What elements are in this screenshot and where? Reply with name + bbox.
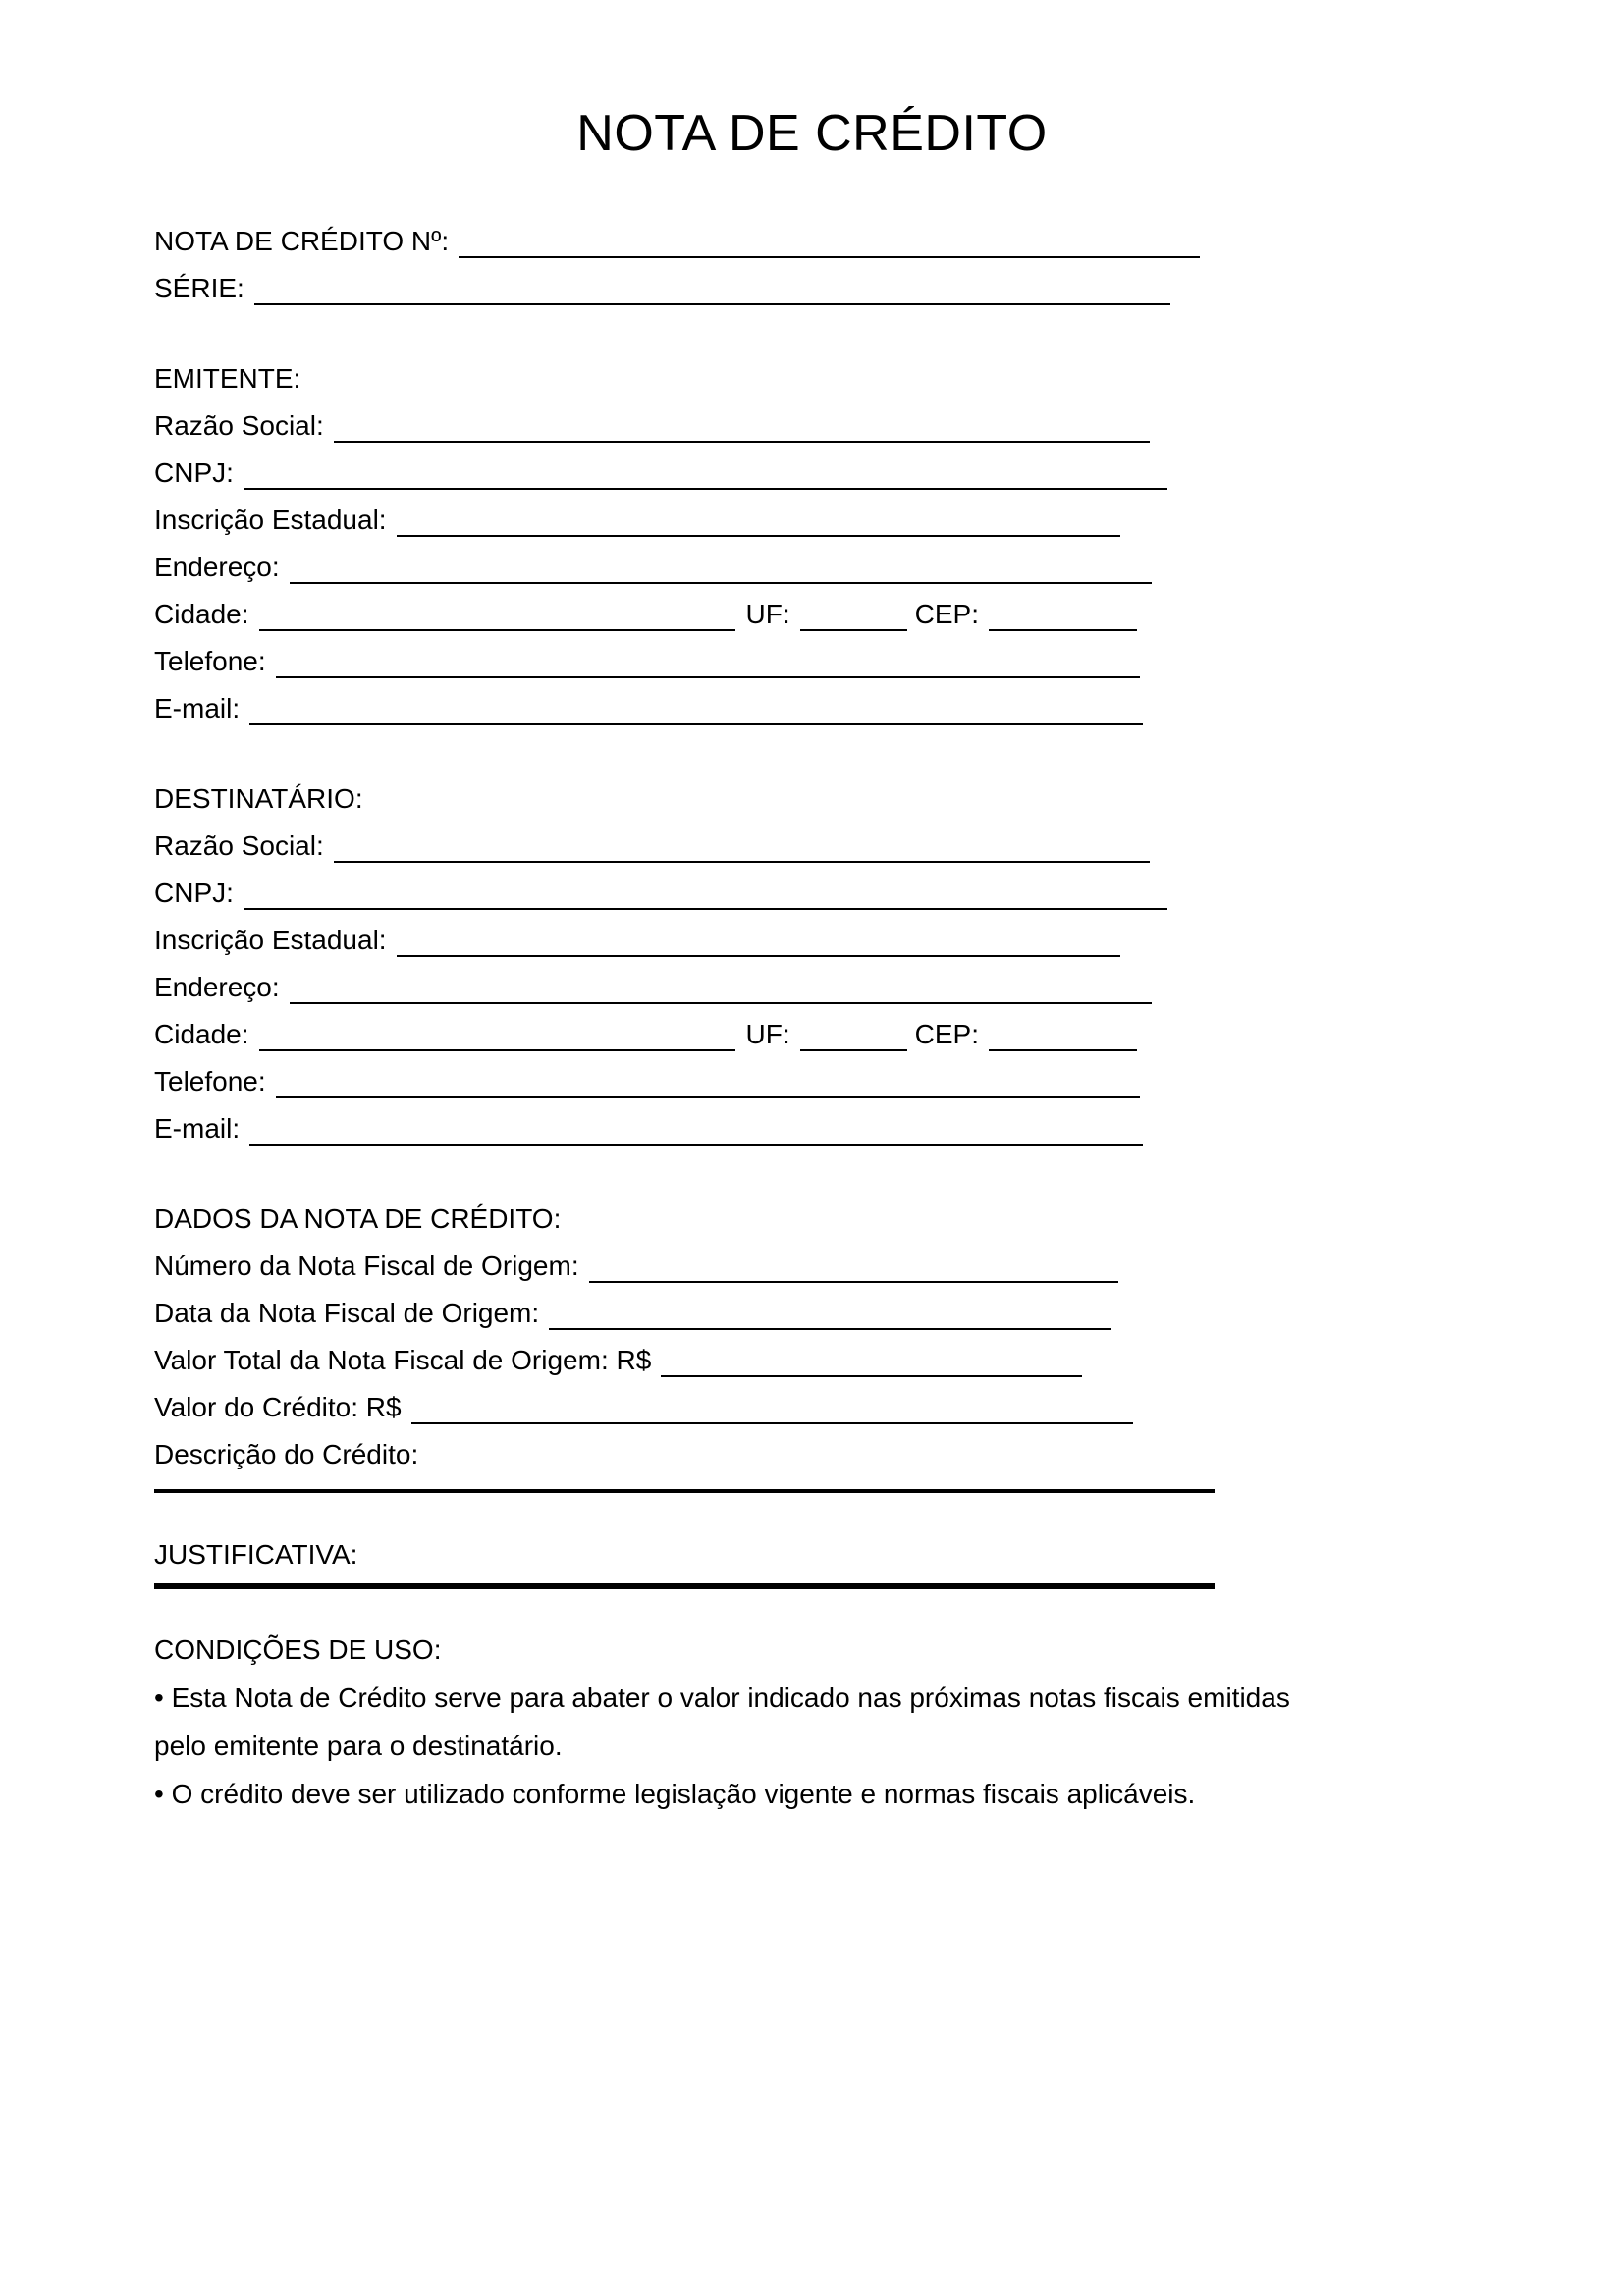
field-label: E-mail: — [154, 693, 241, 723]
field-serie-label: SÉRIE: — [154, 273, 244, 303]
field-label: CEP: — [914, 599, 979, 629]
field-label: Razão Social: — [154, 410, 324, 441]
section-heading-justificativa: JUSTIFICATIVA: — [154, 1539, 358, 1570]
justificativa-blank-line-3 — [154, 1594, 1215, 1596]
blank-line — [800, 629, 907, 631]
section-heading-dados: DADOS DA NOTA DE CRÉDITO: — [154, 1203, 562, 1234]
condicoes-bullet-1-line-2: pelo emitente para o destinatário. — [154, 1731, 563, 1761]
field-valor-total-nf-origem — [154, 1337, 1082, 1384]
blank-line — [411, 1422, 1133, 1424]
field-emitente-cnpj — [154, 450, 1167, 497]
field-valor-credito — [154, 1384, 1133, 1431]
field-label: Endereço: — [154, 972, 280, 1002]
field-numero-nf-origem — [154, 1243, 1118, 1290]
blank-line — [244, 488, 1167, 490]
page-title: NOTA DE CRÉDITO — [576, 105, 1048, 162]
field-label: UF: — [745, 599, 790, 629]
condicoes-bullet-1-line-1: • Esta Nota de Crédito serve para abater o valor indicado nas próximas notas fiscais emitidas — [154, 1682, 1290, 1713]
field-destinatario-razao-social — [154, 823, 1150, 870]
section-heading-condicoes: CONDIÇÕES DE USO: — [154, 1634, 442, 1665]
field-destinatario-cnpj — [154, 870, 1167, 917]
blank-line — [989, 1049, 1137, 1051]
blank-line — [549, 1328, 1111, 1330]
field-label: Telefone: — [154, 646, 266, 676]
field-label: Razão Social: — [154, 830, 324, 861]
field-label: Data da Nota Fiscal de Origem: — [154, 1298, 540, 1328]
blank-line — [276, 676, 1140, 678]
field-emitente-telefone — [154, 638, 1140, 685]
blank-line — [154, 1491, 1215, 1493]
descricao-blank-line-2 — [154, 1498, 1215, 1500]
blank-line — [290, 1002, 1152, 1004]
blank-line — [244, 908, 1167, 910]
field-serie-blank-line — [254, 303, 1170, 305]
blank-line — [249, 1144, 1143, 1146]
field-numero-label: NOTA DE CRÉDITO Nº: — [154, 226, 450, 256]
field-label: Valor Total da Nota Fiscal de Origem: R$ — [154, 1345, 652, 1375]
field-label: Número da Nota Fiscal de Origem: — [154, 1251, 579, 1281]
field-label: Cidade: — [154, 1019, 249, 1049]
field-label: CNPJ: — [154, 878, 234, 908]
blank-line — [334, 861, 1150, 863]
blank-line — [334, 441, 1150, 443]
field-label: UF: — [745, 1019, 790, 1049]
section-heading-emitente: EMITENTE: — [154, 363, 301, 394]
field-emitente-endereco — [154, 544, 1152, 591]
blank-line — [397, 955, 1120, 957]
field-emitente-inscricao-estadual — [154, 497, 1120, 544]
field-destinatario-inscricao-estadual — [154, 917, 1120, 964]
blank-line — [259, 1049, 735, 1051]
field-numero-nota-credito — [154, 218, 1200, 265]
field-destinatario-telefone — [154, 1058, 1140, 1105]
field-label: Inscrição Estadual: — [154, 925, 387, 955]
blank-line — [397, 535, 1120, 537]
blank-line — [154, 1587, 1215, 1589]
field-emitente-cidade-uf-cep — [154, 591, 1137, 638]
field-serie — [154, 265, 1170, 312]
field-label: Endereço: — [154, 552, 280, 582]
blank-line — [989, 629, 1137, 631]
field-emitente-email — [154, 685, 1143, 732]
field-descricao-credito-label — [154, 1431, 1624, 1478]
field-data-nf-origem — [154, 1290, 1111, 1337]
field-label: Valor do Crédito: R$ — [154, 1392, 402, 1422]
field-label: CNPJ: — [154, 457, 234, 488]
field-label: CEP: — [914, 1019, 979, 1049]
field-label: Descrição do Crédito: — [154, 1439, 419, 1469]
blank-line — [290, 582, 1152, 584]
field-emitente-razao-social — [154, 402, 1150, 450]
field-label: Inscrição Estadual: — [154, 505, 387, 535]
blank-line — [661, 1375, 1082, 1377]
blank-line — [276, 1096, 1140, 1098]
field-label: Telefone: — [154, 1066, 266, 1096]
condicoes-bullet-2: • O crédito deve ser utilizado conforme legislação vigente e normas fiscais aplicáveis. — [154, 1779, 1196, 1809]
blank-line — [259, 629, 735, 631]
field-destinatario-endereco — [154, 964, 1152, 1011]
field-label: Cidade: — [154, 599, 249, 629]
field-destinatario-email — [154, 1105, 1143, 1152]
blank-line — [589, 1281, 1118, 1283]
field-label: E-mail: — [154, 1113, 241, 1144]
blank-line — [249, 723, 1143, 725]
blank-line — [800, 1049, 907, 1051]
field-numero-blank-line — [459, 256, 1200, 258]
section-heading-destinatario: DESTINATÁRIO: — [154, 783, 363, 814]
field-destinatario-cidade-uf-cep — [154, 1011, 1137, 1058]
